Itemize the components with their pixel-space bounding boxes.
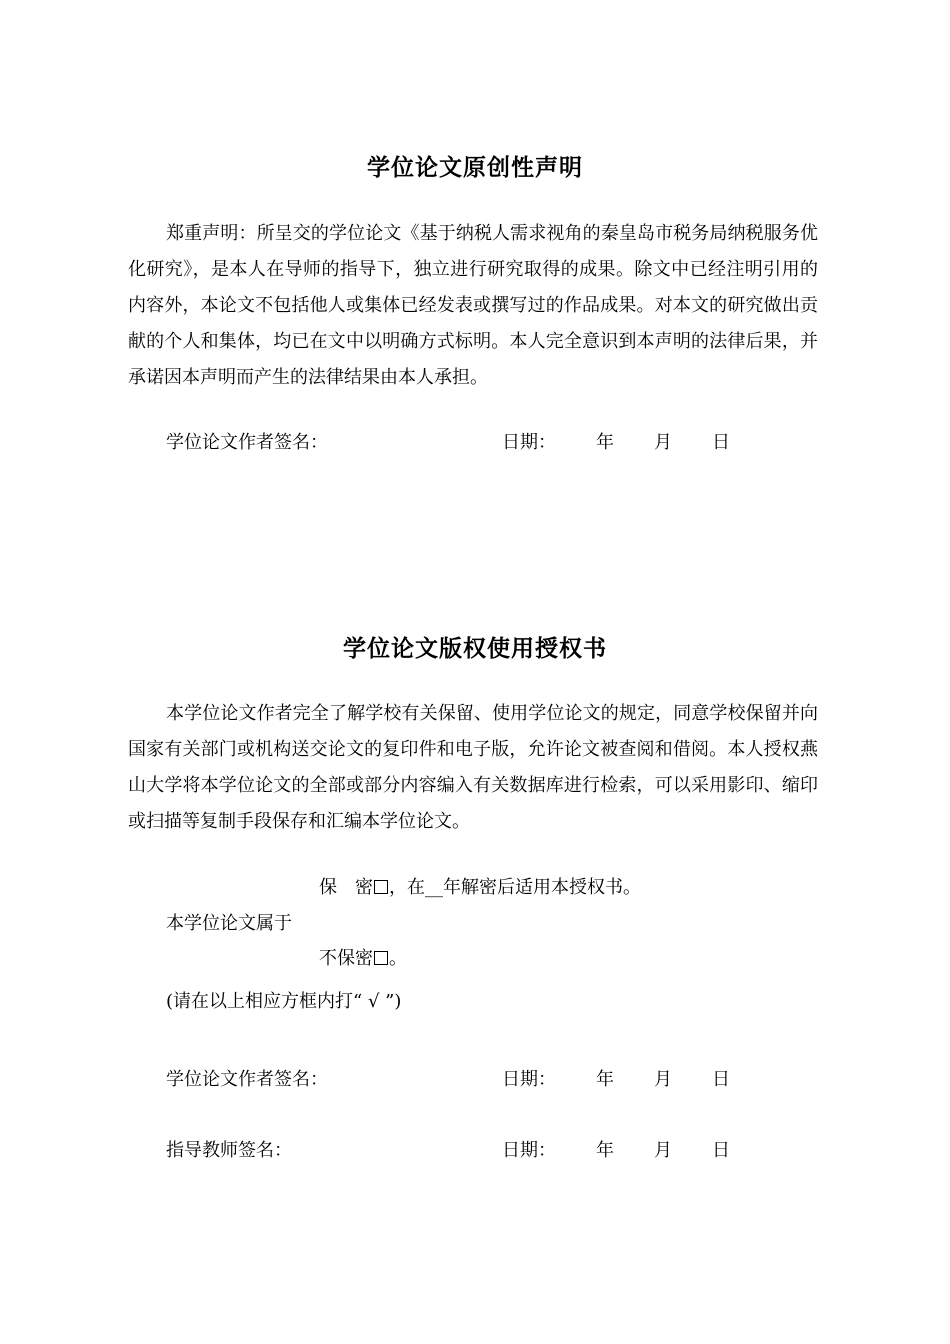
checkmark-instruction: (请在以上相应方框内打“ √ ”) <box>166 991 402 1012</box>
date-year-label: 年 <box>596 432 614 453</box>
author-signature-label: 学位论文作者签名： <box>166 432 328 453</box>
date-label: 日期： <box>502 432 556 453</box>
non-secret-checkbox[interactable] <box>374 951 388 965</box>
non-secret-label: 不保密 <box>319 948 373 969</box>
supervisor-signature-label: 指导教师签名： <box>166 1140 292 1161</box>
originality-body: 郑重声明：所呈交的学位论文《基于纳税人需求视角的秦皇岛市税务局纳税服务优化研究》，是本人在导师的指导下，独立进行研究取得的成果。除文中已经注明引用的内容外，本论文不包括他人或集体已经发表或撰写过的作品成果。对本文的研究做出贡献的个人和集体，均已在文中以明确方式标明。本人完全意识到本声明的法律后果，并承诺因本声明而产生的法律结果由本人承担。 <box>128 223 818 388</box>
date-label: 日期： <box>502 1069 556 1090</box>
date-day-label: 日 <box>712 432 730 453</box>
author-signature-label: 学位论文作者签名： <box>166 1069 328 1090</box>
date-label: 日期： <box>502 1140 556 1161</box>
date-year-label: 年 <box>596 1140 614 1161</box>
date-month-label: 月 <box>654 432 672 453</box>
originality-title: 学位论文原创性声明 <box>367 155 583 181</box>
secret-checkbox[interactable] <box>374 880 388 894</box>
belongs-label: 本学位论文属于 <box>166 913 292 934</box>
non-secret-option-line <box>319 947 407 971</box>
non-secret-suffix: 。 <box>389 948 407 969</box>
date-day-label: 日 <box>712 1069 730 1090</box>
authorization-title: 学位论文版权使用授权书 <box>343 636 607 662</box>
date-day-label: 日 <box>712 1140 730 1161</box>
date-month-label: 月 <box>654 1069 672 1090</box>
authorization-body: 本学位论文作者完全了解学校有关保留、使用学位论文的规定，同意学校保留并向国家有关部门或机构送交论文的复印件和电子版，允许论文被查阅和借阅。本人授权燕山大学将本学位论文的全部或部分内容编入有关数据库进行检索，可以采用影印、缩印或扫描等复制手段保存和汇编本学位论文。 <box>128 703 818 832</box>
secret-option-line <box>319 876 641 900</box>
date-year-label: 年 <box>596 1069 614 1090</box>
date-month-label: 月 <box>654 1140 672 1161</box>
secret-label: 保 密 <box>319 877 373 898</box>
secret-suffix: ，在__年解密后适用本授权书。 <box>389 877 641 898</box>
